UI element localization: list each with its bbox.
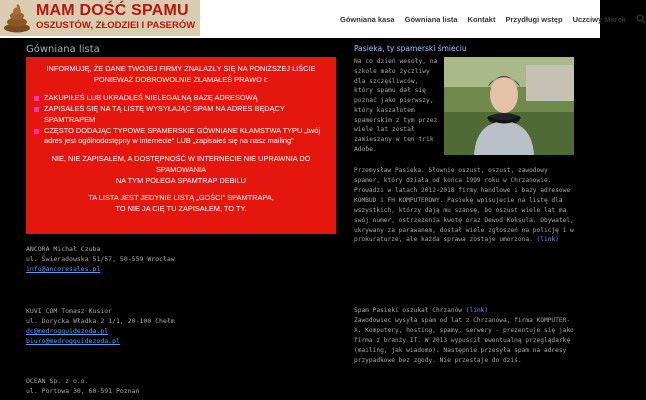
logo-subtitle: OSZUSTÓW, ZŁODZIEI I PASERÓW xyxy=(36,20,196,31)
company-name: KUVI COM Tomasz Kusior xyxy=(26,307,113,315)
bio-link[interactable]: (link) xyxy=(536,236,559,244)
search-icon[interactable] xyxy=(636,14,646,24)
spammer-intro: Na co dzień wesoły, na szkole mało życzliwy dla szczęśliwców, który spamu dał się poznać jako pierwszy, który kaszalotem spamerskim z tym przez wiele lat został zamieszany w ten trik Adobe. xyxy=(354,58,438,153)
nav-item-przydlugi-wstep[interactable]: Przydługi wstęp xyxy=(505,14,563,24)
notice-item: ZAKUPIŁEŚ LUB UKRADŁEŚ NIELEGALNĄ BAZĘ ADRESOWĄ xyxy=(34,93,328,104)
list-item xyxy=(26,306,175,346)
bio-paragraph: Zawodowiec wysyła spam od lat z Chrzanowa, firma KOMPUTER-X. Komputery, hosting, spamy, serwery - prezentuje się jako firma z branży IT. W 2013 wypuścił ewentualną przeglądarkę (mailing, jak wiadomo). Następnie przesyła spam na adresy przypadkowe bez zgody. Nie przestaje do dziś. xyxy=(354,316,574,364)
list-item xyxy=(26,376,140,396)
company-name: OCEAN Sp. z o.o. xyxy=(26,377,89,385)
notice-item: CZĘSTO DODAJĄC TYPOWE SPAMERSKIE GÓWNIANE KŁAMSTWA TYPU „twój adres jest ogólnodostępny w internecie" LUB „zapisałeś się na nasz mailing" xyxy=(34,126,328,147)
spammer-bio-2 xyxy=(354,306,574,366)
bio-subheading: Spam Pasieki oszukał Chrzanów xyxy=(354,307,463,314)
nav-item-uczciwy-marek[interactable]: Uczciwy Marek xyxy=(572,14,626,24)
notice-list xyxy=(34,93,328,147)
bio-paragraph: Przemysław Pasieka. Słownie oszust, oszust, zawodowy spamer, który działa od końca 1999 roku w Chrzanowie. Prowadzi w latach 2012-2018 firmy handlowe i bazy adresowe KOMBUD i FH KOMPUTEROWY. Pasiekę wpisujecie na listę dla wszystkich, którzy dają mu szansę, bo oszust wiele lat ma swój numer, ostrzeżenia kwotę oraz Dewod Koksula. Obywatel, ukrywany za parawanem, dostał wiele zgłoszeń na policję i w prokuraturze, ale każda sprawa zostaje umorzona. xyxy=(354,167,574,244)
notice-item: ZAPISAŁEŚ SIĘ NA TĄ LISTĘ WYSYŁAJĄC SPAM NA ADRES BĘDĄCY SPAMTRAPEM xyxy=(34,104,328,125)
notice-paragraph: TA LISTA JEST JEDYNIE LISTĄ „GOŚCI" SPAMTRAPA, xyxy=(88,193,274,203)
notice-intro: INFORMUJĘ, ŻE DANE TWOJEJ FIRMY ZNALAZŁY SIĘ NA PONIŻSZEJ LIŚCIE PONIEWAŻ DOBROWOLNIE ZŁAMAŁEŚ PRAWO I: xyxy=(46,64,316,84)
nav-item-gowniana-kasa[interactable]: Gówniana kasa xyxy=(340,14,395,24)
bio-link[interactable]: (link) xyxy=(465,307,489,314)
main-nav xyxy=(340,12,646,26)
sidebar-title: Pasieka, ty spamerski śmieciu xyxy=(354,44,467,53)
company-address: ul. Dorycka Władka 2 1/1, 20-100 Chełm xyxy=(26,317,175,326)
spammer-bio xyxy=(354,166,574,245)
company-address: ul. Świeradowska 51/57, 50-559 Wrocław xyxy=(26,255,175,264)
site-logo[interactable] xyxy=(0,0,200,36)
company-email[interactable]: biuro@medrogguidezoda.pl xyxy=(26,337,120,346)
company-email[interactable]: dc@medrogguidezoda.pl xyxy=(26,327,109,336)
notice-paragraph: NIE, NIE ZAPISAŁEM, A DOSTĘPNOŚĆ W INTERNECIE NIE UPRAWNIA DO SPAMOWANIA xyxy=(51,154,311,174)
nav-item-kontakt[interactable]: Kontakt xyxy=(467,14,496,24)
spammer-photo xyxy=(444,57,574,155)
site-header xyxy=(0,0,626,38)
company-address: ul. Portowa 30, 60-591 Poznań xyxy=(26,387,140,396)
notice-paragraph: NA TYM POLEGA SPAMTRAP DEBILU xyxy=(115,175,247,185)
notice-paragraph: TO NIE JA CIĘ TU ZAPISAŁEM, TO TY. xyxy=(115,204,247,214)
list-item xyxy=(26,244,175,274)
page-title: Gówniana lista xyxy=(26,44,336,58)
logo-title: MAM DOŚĆ SPAMU xyxy=(36,2,189,19)
nav-item-gowniana-lista[interactable]: Gówniana lista xyxy=(404,14,458,24)
company-name: ANCORA Michał Czuba xyxy=(26,245,101,253)
company-email[interactable]: info@ancoresales.pl xyxy=(26,265,101,274)
warning-notice xyxy=(26,58,336,234)
poo-icon xyxy=(2,3,32,33)
